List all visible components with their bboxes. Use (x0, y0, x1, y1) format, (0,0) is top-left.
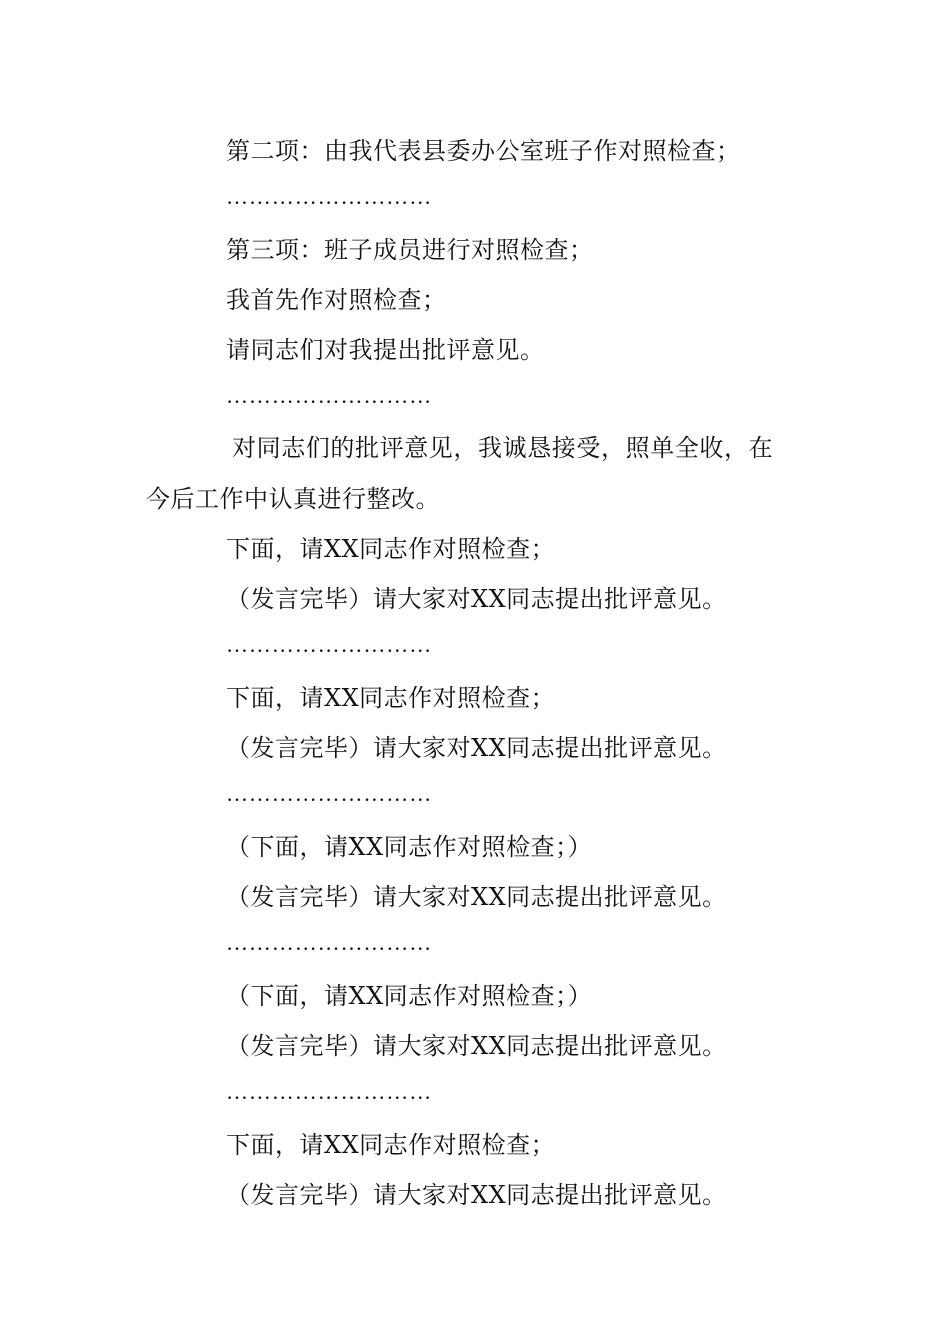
ellipsis-divider: ……………………… (226, 930, 433, 955)
ellipsis-divider: ……………………… (226, 632, 433, 657)
ellipsis-divider: ……………………… (226, 1079, 433, 1104)
acceptance-paragraph-line-1: 对同志们的批评意见，我诚恳接受，照单全收，在 (232, 434, 774, 462)
next-speaker-line: （下面，请XX同志作对照检查；） (226, 982, 593, 1010)
after-speech-line: （发言完毕）请大家对XX同志提出批评意见。 (226, 734, 727, 762)
acceptance-paragraph-line-2: 今后工作中认真进行整改。 (146, 485, 440, 513)
ellipsis-divider: ……………………… (226, 184, 433, 209)
self-review-line: 我首先作对照检查； (226, 286, 447, 314)
next-speaker-line: 下面，请XX同志作对照检查； (226, 535, 556, 563)
ellipsis-divider: ……………………… (226, 383, 433, 408)
item-three-line: 第三项：班子成员进行对照检查； (226, 236, 594, 264)
after-speech-line: （发言完毕）请大家对XX同志提出批评意见。 (226, 883, 727, 911)
after-speech-line: （发言完毕）请大家对XX同志提出批评意见。 (226, 585, 727, 613)
next-speaker-line: （下面，请XX同志作对照检查；） (226, 833, 593, 861)
next-speaker-line: 下面，请XX同志作对照检查； (226, 684, 556, 712)
after-speech-line: （发言完毕）请大家对XX同志提出批评意见。 (226, 1032, 727, 1060)
request-criticism-line: 请同志们对我提出批评意见。 (226, 336, 545, 364)
ellipsis-divider: ……………………… (226, 781, 433, 806)
item-two-line: 第二项：由我代表县委办公室班子作对照检查； (226, 137, 741, 165)
after-speech-line: （发言完毕）请大家对XX同志提出批评意见。 (226, 1181, 727, 1209)
next-speaker-line: 下面，请XX同志作对照检查； (226, 1131, 556, 1159)
